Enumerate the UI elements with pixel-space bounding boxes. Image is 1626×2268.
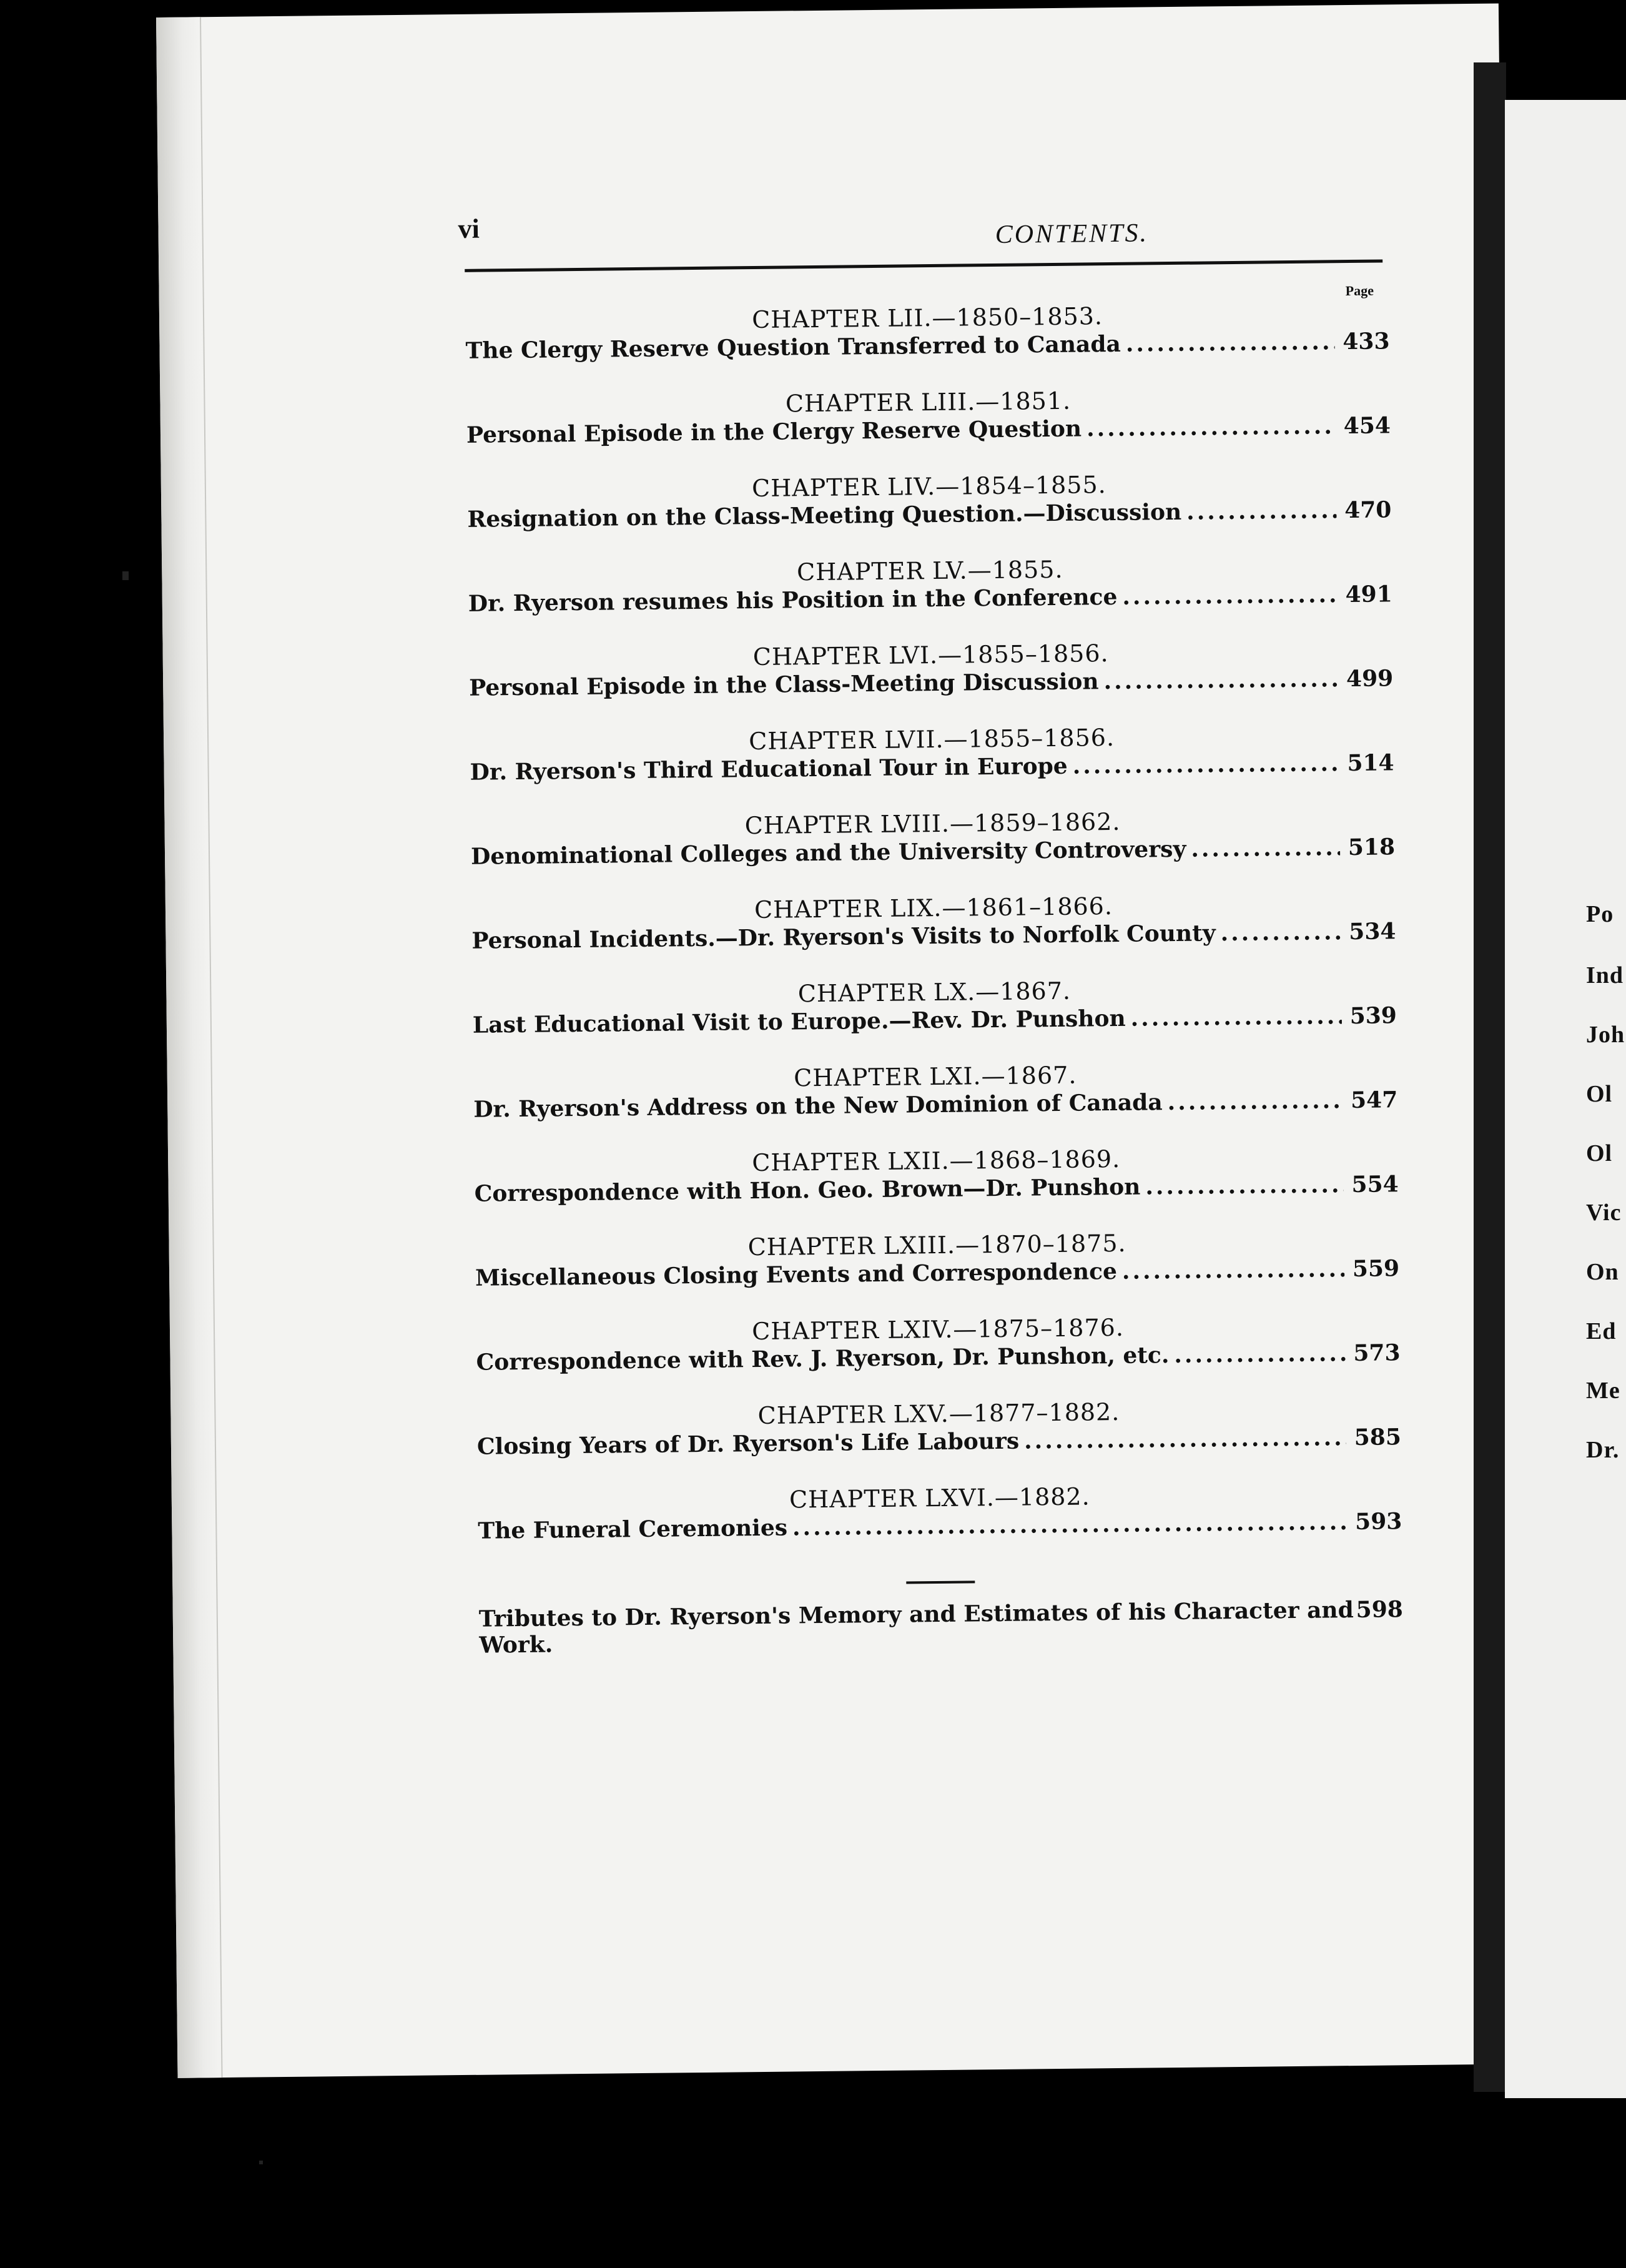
page-column-label: Page [1345, 282, 1374, 299]
page-ref: 514 [1347, 749, 1394, 777]
facing-page-fragment: On [1586, 1259, 1619, 1285]
page-ref: 585 [1354, 1424, 1402, 1451]
book-page [156, 3, 1520, 2078]
toc-entry [466, 382, 1391, 476]
page-ref: 491 [1345, 581, 1392, 608]
leader-dots [1191, 834, 1340, 862]
chapter-heading: CHAPTER LVII.—1855–1856. [749, 723, 1115, 756]
page-ref: 554 [1351, 1171, 1399, 1198]
chapter-title: Miscellaneous Closing Events and Correspondence [475, 1258, 1118, 1291]
page-edge [156, 17, 223, 2078]
facing-page-fragment: Ol [1586, 1140, 1613, 1166]
facing-page-fragment: Po [1586, 901, 1614, 927]
final-entry-title: Tributes to Dr. Ryerson's Memory and Estimates of his Character and Work. [478, 1597, 1354, 1659]
page-ref: 534 [1349, 918, 1396, 945]
page-ref: 559 [1352, 1255, 1400, 1283]
chapter-heading: CHAPTER LXIV.—1875–1876. [752, 1313, 1125, 1346]
toc-entry [469, 635, 1394, 729]
toc-entry [465, 298, 1390, 392]
chapter-heading: CHAPTER LV.—1855. [796, 555, 1063, 586]
leader-dots [1024, 1424, 1346, 1454]
facing-page-fragment: Me [1586, 1378, 1620, 1404]
facing-page-fragment: Vic [1586, 1200, 1622, 1226]
chapter-heading: CHAPTER LVI.—1855–1856. [752, 639, 1109, 671]
chapter-title: Last Educational Visit to Europe.—Rev. Dr. Punshon [472, 1005, 1126, 1038]
toc-entry [468, 551, 1392, 644]
scan-speck [122, 571, 129, 580]
leader-dots [792, 1509, 1348, 1541]
chapter-title: Resignation on the Class-Meeting Question.—Discussion [467, 498, 1182, 533]
leader-dots [1086, 413, 1336, 441]
leader-dots [1174, 1340, 1346, 1368]
leader-dots [1186, 497, 1337, 525]
scan-speck [259, 2161, 263, 2164]
leader-dots [1220, 919, 1341, 946]
leader-dots [1072, 750, 1339, 779]
page-ref: 518 [1348, 834, 1396, 861]
final-entry-page: 598 [1356, 1596, 1404, 1624]
chapter-title: The Funeral Ceremonies [478, 1514, 788, 1544]
chapter-heading: CHAPTER LXV.—1877–1882. [757, 1398, 1120, 1430]
page-ref: 454 [1343, 412, 1391, 440]
toc-entry [467, 466, 1392, 560]
chapter-heading: CHAPTER LII.—1850–1853. [751, 302, 1103, 334]
page-number: vi [458, 213, 480, 244]
final-entry [479, 1596, 1404, 1658]
chapter-heading: CHAPTER LVIII.—1859–1862. [744, 807, 1121, 840]
toc-entry [470, 719, 1394, 813]
table-of-contents [465, 298, 1404, 1658]
page-ref: 433 [1343, 328, 1390, 355]
toc-entry [470, 804, 1395, 897]
chapter-title: Dr. Ryerson's Third Educational Tour in Europe [470, 752, 1068, 786]
leader-dots [1122, 1256, 1345, 1284]
section-rule [906, 1580, 975, 1584]
chapter-heading: CHAPTER LXVI.—1882. [789, 1482, 1090, 1514]
toc-entry [476, 1309, 1401, 1403]
toc-entry [474, 1141, 1399, 1235]
facing-page-fragment: Joh [1586, 1022, 1625, 1048]
toc-entry [476, 1394, 1401, 1487]
page-ref: 547 [1350, 1087, 1398, 1114]
leader-dots [1126, 328, 1335, 357]
chapter-title: Denominational Colleges and the University Controversy [470, 836, 1186, 870]
leader-dots [1130, 1003, 1342, 1032]
page-ref: 573 [1353, 1339, 1401, 1367]
chapter-title: Correspondence with Rev. J. Ryerson, Dr. Punshon, etc. [476, 1342, 1170, 1376]
toc-entry [472, 972, 1397, 1066]
page-ref: 499 [1346, 665, 1394, 693]
facing-page-fragment: Ol [1586, 1081, 1613, 1107]
chapter-title: Dr. Ryerson's Address on the New Dominion of Canada [473, 1089, 1163, 1123]
header-rule [465, 259, 1382, 272]
running-head: CONTENTS. [995, 219, 1149, 249]
page-ref: 593 [1354, 1508, 1402, 1536]
chapter-heading: CHAPTER LIV.—1854–1855. [751, 471, 1106, 503]
toc-entry [478, 1478, 1402, 1572]
facing-page [1505, 100, 1626, 2098]
chapter-title: Correspondence with Hon. Geo. Brown—Dr. Punshon [474, 1173, 1141, 1207]
toc-entry [473, 1057, 1398, 1150]
chapter-heading: CHAPTER LX.—1867. [797, 977, 1072, 1008]
book-spine [1474, 62, 1506, 2092]
chapter-title: Dr. Ryerson resumes his Position in the Conference [468, 583, 1118, 617]
toc-entry [475, 1225, 1399, 1319]
leader-dots [1103, 666, 1338, 694]
chapter-title: Personal Incidents.—Dr. Ryerson's Visits to Norfolk County [471, 920, 1216, 954]
chapter-heading: CHAPTER LXI.—1867. [794, 1061, 1077, 1092]
leader-dots [1122, 581, 1338, 610]
page-ref: 539 [1349, 1002, 1397, 1030]
chapter-title: The Clergy Reserve Question Transferred to Canada [465, 330, 1121, 364]
page-ref: 470 [1344, 496, 1392, 524]
facing-page-fragment: Ind [1586, 962, 1624, 989]
chapter-title: Closing Years of Dr. Ryerson's Life Labours [476, 1427, 1020, 1460]
toc-entry [471, 888, 1396, 982]
chapter-title: Personal Episode in the Class-Meeting Discussion [469, 668, 1099, 701]
leader-dots [1167, 1087, 1343, 1115]
facing-page-fragment: Dr. [1586, 1437, 1620, 1463]
chapter-heading: CHAPTER LXIII.—1870–1875. [747, 1229, 1126, 1261]
chapter-heading: CHAPTER LIII.—1851. [785, 387, 1072, 418]
chapter-title: Personal Episode in the Clergy Reserve Question [466, 415, 1082, 448]
leader-dots [1145, 1171, 1344, 1200]
chapter-heading: CHAPTER LXII.—1868–1869. [752, 1145, 1121, 1177]
chapter-heading: CHAPTER LIX.—1861–1866. [754, 892, 1113, 924]
facing-page-fragment: Ed [1586, 1318, 1617, 1344]
